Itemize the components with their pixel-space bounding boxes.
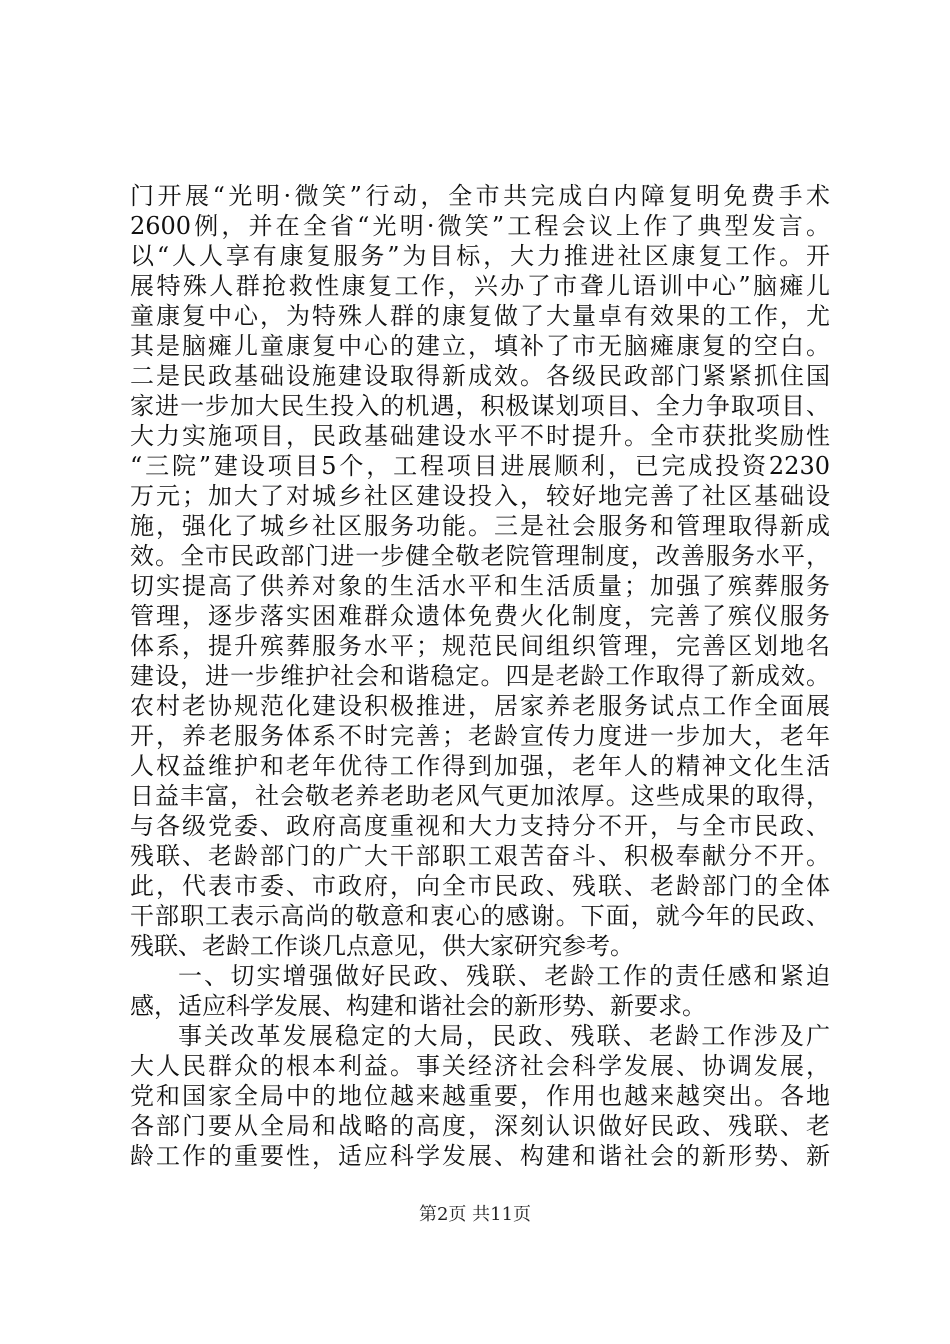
text-line: 龄工作的重要性，适应科学发展、构建和谐社会的新形势、新	[130, 1142, 830, 1170]
text-line: 事关改革发展稳定的大局，民政、残联、老龄工作涉及广	[178, 1022, 830, 1050]
text-line: 日益丰富，社会敬老养老助老风气更加浓厚。这些成果的取得，	[130, 782, 830, 810]
text-line: “三院”建设项目5个，工程项目进展顺利，已完成投资2230	[130, 452, 830, 480]
text-line: 此，代表市委、市政府，向全市民政、残联、老龄部门的全体	[130, 872, 830, 900]
text-line: 管理，逐步落实困难群众遗体免费火化制度，完善了殡仪服务	[130, 602, 830, 630]
text-line: 施，强化了城乡社区服务功能。三是社会服务和管理取得新成	[130, 512, 830, 540]
text-line: 党和国家全局中的地位越来越重要，作用也越来越突出。各地	[130, 1082, 830, 1110]
text-line: 与各级党委、政府高度重视和大力支持分不开，与全市民政、	[130, 812, 830, 840]
text-line: 门开展“光明·微笑”行动，全市共完成白内障复明免费手术	[130, 182, 830, 210]
text-line: 各部门要从全局和战略的高度，深刻认识做好民政、残联、老	[130, 1112, 830, 1140]
text-line: 童康复中心，为特殊人群的康复做了大量卓有效果的工作，尤	[130, 302, 830, 330]
page-number-footer: 第2页 共11页	[418, 1204, 532, 1225]
text-line: 感，适应科学发展、构建和谐社会的新形势、新要求。	[130, 992, 706, 1020]
text-line: 建设，进一步维护社会和谐稳定。四是老龄工作取得了新成效。	[130, 662, 830, 690]
text-line: 家进一步加大民生投入的机遇，积极谋划项目、全力争取项目、	[130, 392, 830, 420]
text-line: 开，养老服务体系不时完善；老龄宣传力度进一步加大，老年	[130, 722, 830, 750]
text-line: 其是脑瘫儿童康复中心的建立，填补了市无脑瘫康复的空白。	[130, 332, 830, 360]
text-line: 残联、老龄工作谈几点意见，供大家研究参考。	[130, 932, 634, 960]
text-line: 干部职工表示高尚的敬意和衷心的感谢。下面，就今年的民政、	[130, 902, 830, 930]
text-line: 2600例，并在全省“光明·微笑”工程会议上作了典型发言。	[130, 212, 830, 240]
text-line: 人权益维护和老年优待工作得到加强，老年人的精神文化生活	[130, 752, 830, 780]
text-line: 大人民群众的根本利益。事关经济社会科学发展、协调发展，	[130, 1052, 830, 1080]
text-line: 大力实施项目，民政基础建设水平不时提升。全市获批奖励性	[130, 422, 830, 450]
text-line: 二是民政基础设施建设取得新成效。各级民政部门紧紧抓住国	[130, 362, 830, 390]
text-line: 农村老协规范化建设积极推进，居家养老服务试点工作全面展	[130, 692, 830, 720]
text-line: 展特殊人群抢救性康复工作，兴办了市聋儿语训中心”脑瘫儿	[130, 272, 830, 300]
text-line: 一、切实增强做好民政、残联、老龄工作的责任感和紧迫	[178, 962, 830, 990]
text-line: 残联、老龄部门的广大干部职工艰苦奋斗、积极奉献分不开。	[130, 842, 830, 870]
text-line: 切实提高了供养对象的生活水平和生活质量；加强了殡葬服务	[130, 572, 830, 600]
text-line: 体系，提升殡葬服务水平；规范民间组织管理，完善区划地名	[130, 632, 830, 660]
text-line: 效。全市民政部门进一步健全敬老院管理制度，改善服务水平，	[130, 542, 830, 570]
text-line: 万元；加大了对城乡社区建设投入，较好地完善了社区基础设	[130, 482, 830, 510]
text-line: 以“人人享有康复服务”为目标，大力推进社区康复工作。开	[130, 242, 830, 270]
